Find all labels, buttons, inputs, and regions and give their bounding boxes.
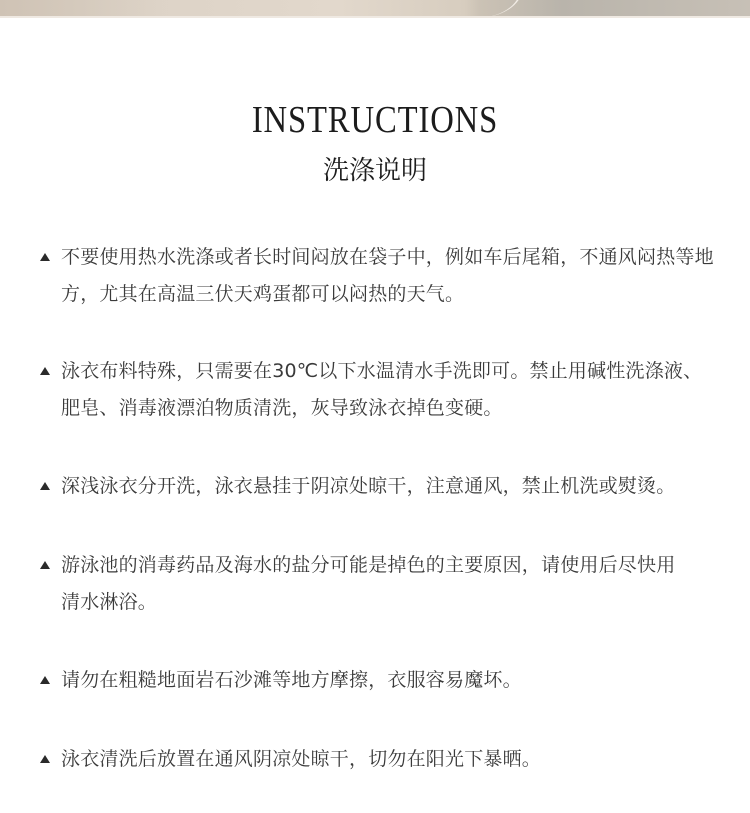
instruction-text: 不要使用热水洗涤或者长时间闷放在袋子中，例如车后尾箱，不通风闷热等地方，尤其在高温三伏天鸡蛋都可以闷热的天气。	[61, 246, 714, 305]
triangle-bullet-icon	[40, 755, 50, 763]
instruction-text: 泳衣布料特殊，只需要在30℃以下水温清水手洗即可。禁止用碱性洗涤液、肥皂、消毒液漂泊物质清洗，灰导致泳衣掉色变硬。	[61, 360, 703, 419]
instruction-text: 泳衣清洗后放置在通风阴凉处晾干，切勿在阳光下暴晒。	[61, 748, 542, 770]
instruction-text: 游泳池的消毒药品及海水的盐分可能是掉色的主要原因，请使用后尽快用清水淋浴。	[61, 554, 676, 613]
triangle-bullet-icon	[40, 253, 50, 261]
triangle-bullet-icon	[40, 561, 50, 569]
triangle-bullet-icon	[40, 676, 50, 684]
page-title-chinese: 洗涤说明	[322, 156, 427, 186]
triangle-bullet-icon	[40, 482, 50, 490]
instruction-text: 深浅泳衣分开洗，泳衣悬挂于阴凉处晾干，注意通风，禁止机洗或熨烫。	[61, 475, 676, 497]
triangle-bullet-icon	[40, 367, 50, 375]
instruction-text: 请勿在粗糙地面岩石沙滩等地方摩擦，衣服容易魔坏。	[61, 669, 522, 691]
page-title-english: INSTRUCTIONS	[251, 99, 499, 141]
